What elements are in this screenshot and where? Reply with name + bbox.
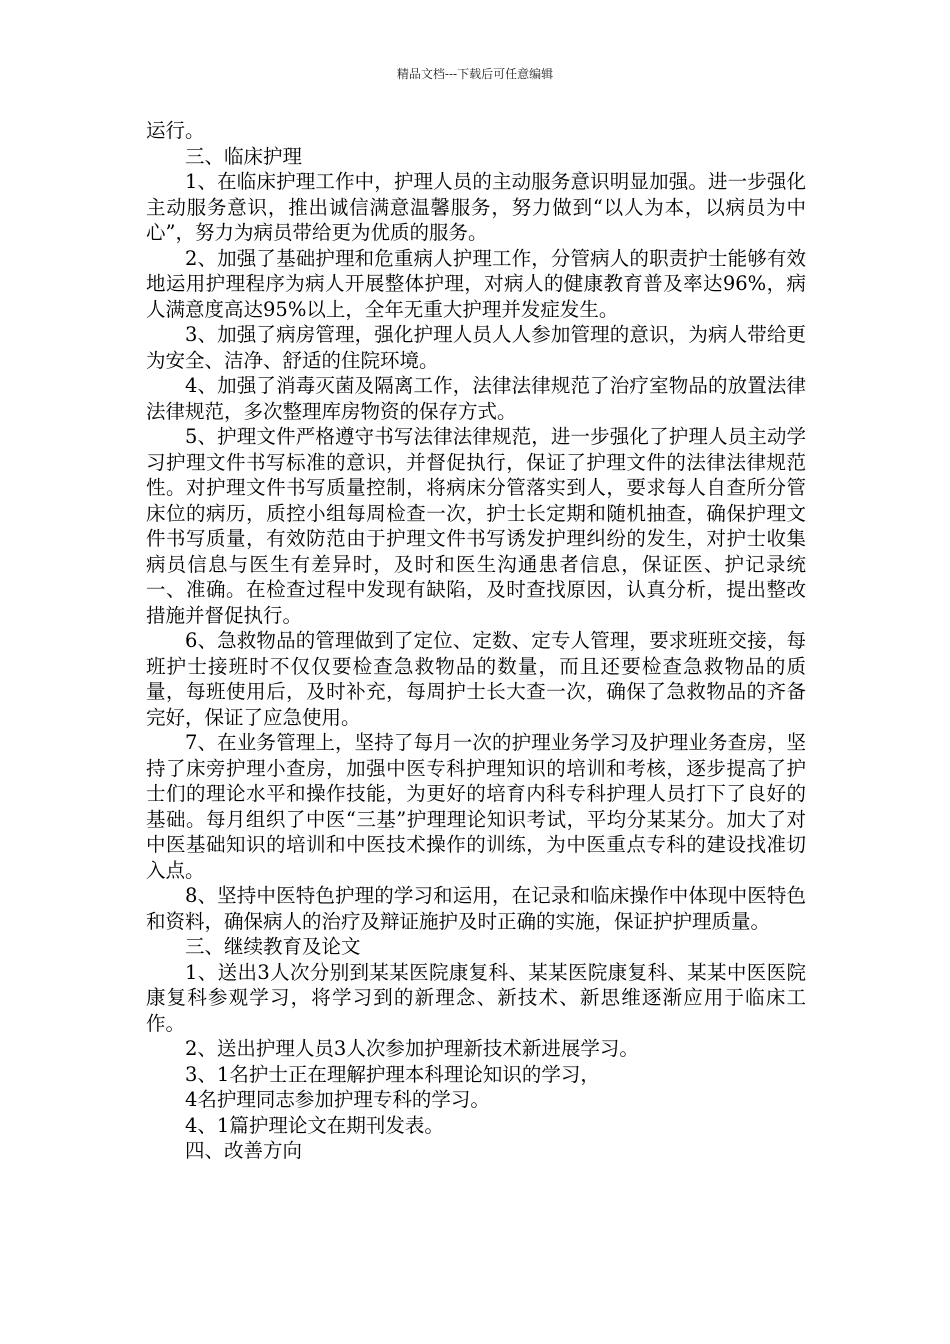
paragraph: 3、加强了病房管理，强化护理人员人人参加管理的意识，为病人带给更为安全、洁净、舒适的住院环境。 xyxy=(146,323,806,372)
paragraph: 7、在业务管理上，坚持了每月一次的护理业务学习及护理业务查房，坚持了床旁护理小查房，加强中医专科护理知识的培训和考核，逐步提高了护士们的理论水平和操作技能，为更好的培育内科专科护理人员打下了良好的基础。每月组织了中医“三基”护理理论知识考试，平均分某某分。加大了对中医基础知识的培训和中医技术操作的训练，为中医重点专科的建设找准切入点。 xyxy=(146,731,806,882)
paragraph: 5、护理文件严格遵守书写法律法律规范，进一步强化了护理人员主动学习护理文件书写标准的意识，并督促执行，保证了护理文件的法律法律规范性。对护理文件书写质量控制，将病床分管落实到人，要求每人自查所分管床位的病历，质控小组每周检查一次，护士长定期和随机抽查，确保护理文件书写质量，有效防范由于护理文件书写诱发护理纠纷的发生，对护士收集病员信息与医生有差异时，及时和医生沟通患者信息，保证医、护记录统一、准确。在检查过程中发现有缺陷，及时查找原因，认真分析，提出整改措施并督促执行。 xyxy=(146,425,806,627)
paragraph: 运行。 xyxy=(146,119,205,142)
paragraph: 4、加强了消毒灭菌及隔离工作，法律法律规范了治疗室物品的放置法律法律规范，多次整理库房物资的保存方式。 xyxy=(146,374,806,423)
paragraph: 4、1篇护理论文在期刊发表。 xyxy=(185,1113,444,1137)
paragraph: 3、1名护士正在理解护理本科理论知识的学习， xyxy=(185,1062,600,1086)
document-body xyxy=(146,118,806,1164)
paragraph: 2、送出护理人员3人次参加护理新技术新进展学习。 xyxy=(185,1037,639,1060)
section-heading: 四、改善方向 xyxy=(185,1139,303,1162)
paragraph: 1、在临床护理工作中，护理人员的主动服务意识明显加强。进一步强化主动服务意识，推出诚信满意温馨服务，努力做到“以人为本，以病员为中心”，努力为病员带给更为优质的服务。 xyxy=(146,170,806,244)
paragraph: 8、坚持中医特色护理的学习和运用，在记录和临床操作中体现中医特色和资料，确保病人的治疗及辩证施护及时正确的实施，保证护护理质量。 xyxy=(146,884,806,933)
paragraph: 4名护理同志参加护理专科的学习。 xyxy=(185,1088,490,1111)
paragraph: 1、送出3人次分别到某某医院康复科、某某医院康复科、某某中医医院康复科参观学习，将学习到的新理念、新技术、新思维逐渐应用于临床工作。 xyxy=(146,960,806,1035)
section-heading: 三、继续教育及论文 xyxy=(185,935,361,958)
page-header: 精品文档---下载后可任意编辑 xyxy=(396,67,554,81)
paragraph: 2、加强了基础护理和危重病人护理工作，分管病人的职责护士能够有效地运用护理程序为病人开展整体护理，对病人的健康教育普及率达96%，病人满意度高达95%以上，全年无重大护理并发症发生。 xyxy=(146,246,806,321)
section-heading: 三、临床护理 xyxy=(185,144,303,168)
paragraph: 6、急救物品的管理做到了定位、定数、定专人管理，要求班班交接，每班护士接班时不仅仅要检查急救物品的数量，而且还要检查急救物品的质量，每班使用后，及时补充，每周护士长大查一次，确保了急救物品的齐备完好，保证了应急使用。 xyxy=(146,629,806,729)
